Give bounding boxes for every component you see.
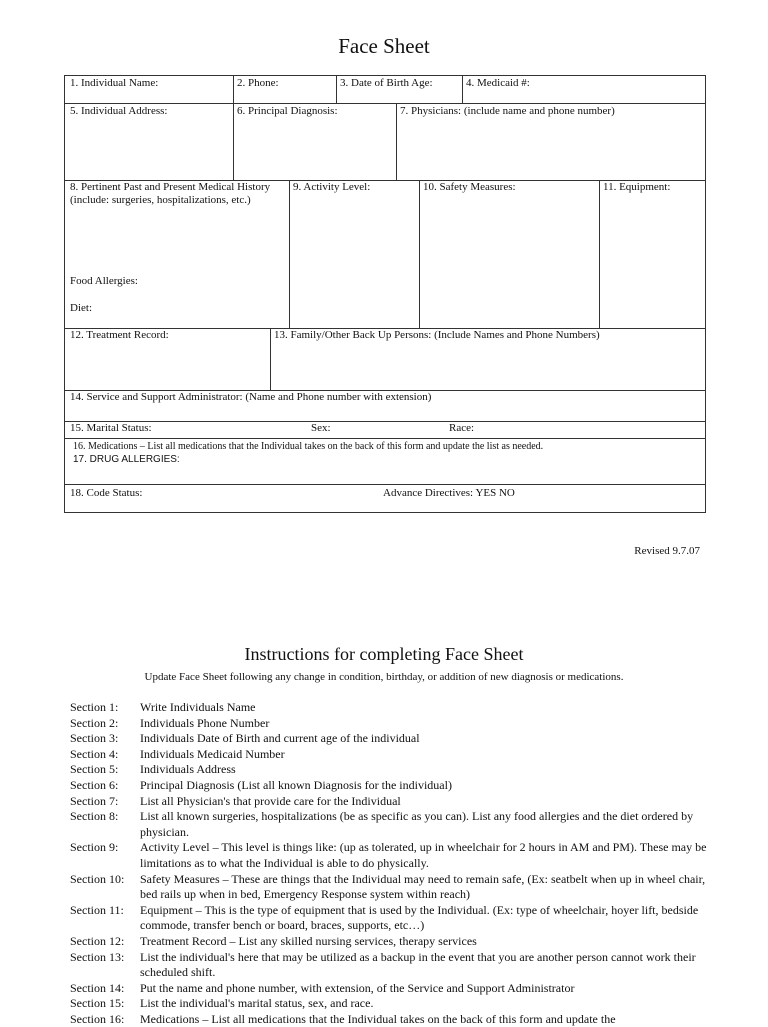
activity-level-field[interactable]: 9. Activity Level: [293,181,371,193]
medical-history-field[interactable]: 8. Pertinent Past and Present Medical History (include: surgeries, hospitalizations, etc.) [70,181,271,206]
code-status-field[interactable]: 18. Code Status: [70,487,143,499]
food-allergies-field[interactable]: Food Allergies: [70,275,138,287]
list-item [70,747,710,763]
col-divider [233,103,234,180]
section-text: List the individual's here that may be utilized as a backup in the event that you are another person cannot work their scheduled shift. [140,949,696,980]
list-item [70,731,710,747]
section-label: Section 11: [70,902,124,917]
section-label: Section 1: [70,700,119,714]
section-text: Treatment Record – List any skilled nursing services, therapy services [140,933,477,948]
section-text: Activity Level – This level is things like: (up as tolerated, up in wheelchair for 2 hours in AM and PM). These may be limitations as to what the Individual is able to do physically. [140,840,707,870]
section-label: Section 8: [70,809,119,824]
section-text: List the individual's marital status, sex, and race. [140,996,374,1011]
section-text: Principal Diagnosis (List all known Diagnosis for the individual) [140,777,452,792]
col-divider [233,76,234,103]
section-text: Individuals Date of Birth and current age of the individual [140,731,420,746]
section-text: Individuals Medicaid Number [140,746,285,761]
address-field[interactable]: 5. Individual Address: [70,105,168,117]
row-divider [65,438,705,439]
section-text: Equipment – This is the type of equipment that is used by the Individual. (Ex: type of wheelchair, hoyer lift, bedside commode, transfer bench or board, braces, supports, etc…) [140,902,699,933]
diet-field[interactable]: Diet: [70,302,92,314]
instructions-title: Instructions for completing Face Sheet [244,644,524,664]
section-label: Section 15: [70,996,125,1011]
backup-persons-field[interactable]: 13. Family/Other Back Up Persons: (Include Names and Phone Numbers) [274,329,600,341]
safety-measures-field[interactable]: 10. Safety Measures: [423,181,516,193]
list-item [70,794,710,810]
list-item [70,934,710,950]
medications-field: 16. Medications – List all medications that the Individual takes on the back of this form and update the list as needed. [73,441,544,452]
list-item [70,950,710,981]
section-label: Section 12: [70,933,125,948]
ssa-field[interactable]: 14. Service and Support Administrator: (Name and Phone number with extension) [70,391,432,403]
individual-name-field[interactable]: 1. Individual Name: [70,77,159,89]
treatment-record-field[interactable]: 12. Treatment Record: [70,329,169,341]
col-divider [270,328,271,390]
list-item [70,903,710,934]
section-text: Put the name and phone number, with extension, of the Service and Support Administrator [140,980,575,995]
physicians-field[interactable]: 7. Physicians: (include name and phone number) [400,105,615,117]
section-label: Section 7: [70,793,119,808]
race-field[interactable]: Race: [449,422,475,434]
section-label: Section 10: [70,871,125,886]
list-item [70,700,710,716]
col-divider [419,180,420,328]
list-item [70,762,710,778]
medicaid-field[interactable]: 4. Medicaid #: [466,77,530,89]
form-title: Face Sheet [338,34,430,58]
drug-allergies-field[interactable]: 17. DRUG ALLERGIES: [73,454,180,465]
section-text: Medications – List all medications that the Individual takes on the back of this form and update the [140,1011,616,1026]
list-item [70,716,710,732]
section-label: Section 9: [70,840,119,855]
advance-directives-field[interactable]: Advance Directives: YES NO [383,487,515,499]
list-item [70,872,710,903]
row-divider [65,421,705,422]
dob-age-field[interactable]: 3. Date of Birth Age: [340,77,433,89]
col-divider [599,180,600,328]
equipment-field[interactable]: 11. Equipment: [603,181,671,193]
sex-field[interactable]: Sex: [311,422,331,434]
col-divider [396,103,397,180]
section-label: Section 3: [70,731,119,746]
instructions-subtitle: Update Face Sheet following any change in condition, birthday, or addition of new diagnosis or medications. [144,671,624,683]
list-item [70,981,710,997]
marital-status-field[interactable]: 15. Marital Status: [70,422,152,434]
list-item [70,778,710,794]
row-divider [65,484,705,485]
section-label: Section 16: [70,1011,125,1026]
row-divider [65,103,705,104]
section-text: List all known surgeries, hospitalizations (be as specific as you can). List any food allergies and the diet ordered by physician. [140,809,694,839]
list-item [70,809,710,840]
face-sheet-form [64,75,706,513]
section-text: Individuals Phone Number [140,715,270,730]
section-label: Section 13: [70,949,125,964]
section-label: Section 4: [70,746,119,761]
principal-diagnosis-field[interactable]: 6. Principal Diagnosis: [237,105,338,117]
section-text: Safety Measures – These are things that the Individual may need to remain safe, (Ex: seatbelt when up in wheel chair, bed rails up when in bed, Emergency Response system within reach) [140,871,706,902]
section-text: Write Individuals Name [140,700,256,714]
revision-date: Revised 9.7.07 [634,545,700,557]
col-divider [462,76,463,103]
list-item [70,996,710,1012]
section-label: Section 2: [70,715,119,730]
list-item [70,1012,710,1027]
instructions-list [70,700,710,1027]
section-label: Section 6: [70,777,119,792]
phone-field[interactable]: 2. Phone: [237,77,279,89]
col-divider [336,76,337,103]
section-label: Section 14: [70,980,125,995]
col-divider [289,180,290,328]
section-label: Section 5: [70,762,119,777]
section-text: Individuals Address [140,762,236,777]
section-text: List all Physician's that provide care for the Individual [140,793,401,808]
list-item [70,840,710,871]
